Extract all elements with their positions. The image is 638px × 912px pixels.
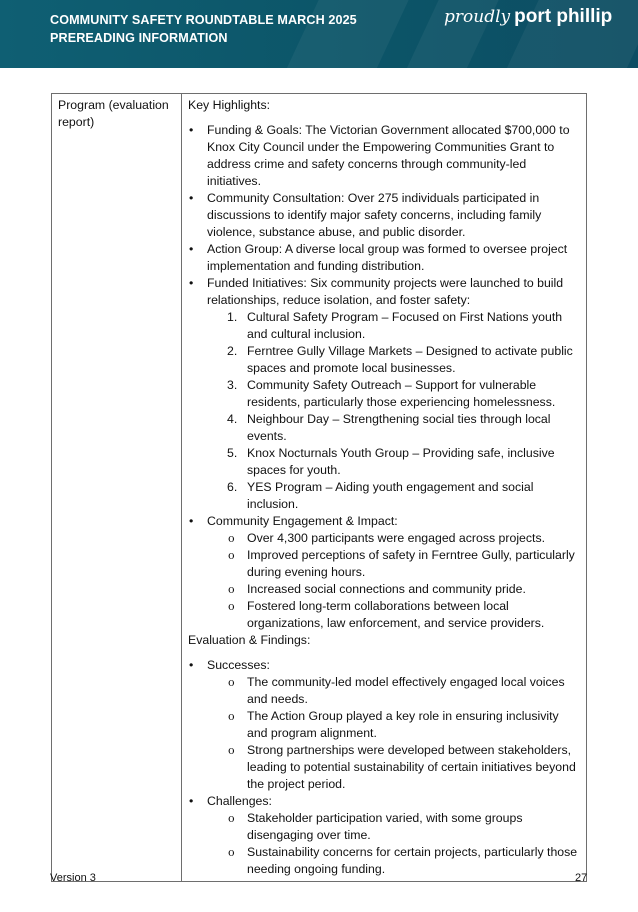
row-label-cell <box>52 94 182 882</box>
successes-list <box>207 674 580 793</box>
list-item: 1. Cultural Safety Program – Focused on First Nations youth and cultural inclusion. <box>227 310 563 341</box>
evaluation-list <box>188 657 580 878</box>
list-item: 5. Knox Nocturnals Youth Group – Providing safe, inclusive spaces for youth. <box>227 446 555 477</box>
bullet-marker: • <box>189 514 194 528</box>
page-number: 27 <box>575 872 588 884</box>
bullet-marker: • <box>189 123 194 137</box>
row-content-cell <box>182 94 587 882</box>
challenges-list <box>207 810 580 878</box>
sub-bullet-marker: o <box>228 846 235 859</box>
list-item: 4. Neighbour Day – Strengthening social ties through local events. <box>227 412 551 443</box>
list-item: • Funding & Goals: The Victorian Government allocated $700,000 to Knox City Council under the Empowering Communities Grant to address crime and safety concerns through community-led initiatives. <box>189 123 570 188</box>
list-item: o The Action Group played a key role in ensuring inclusivity and program alignment. <box>228 709 559 740</box>
bullet-marker: • <box>189 658 194 672</box>
list-item: o Sustainability concerns for certain projects, particularly those needing ongoing funding. <box>228 845 578 876</box>
highlights-list <box>188 122 580 632</box>
list-item: o Improved perceptions of safety in Ferntree Gully, particularly during evening hours. <box>228 548 575 579</box>
list-item: o Increased social connections and community pride. <box>228 582 526 596</box>
list-item: • Action Group: A diverse local group was formed to oversee project implementation and funding distribution. <box>189 242 568 273</box>
bullet-marker: • <box>189 242 194 256</box>
evaluation-heading: Evaluation & Findings: <box>188 633 311 647</box>
bullet-marker: • <box>189 794 194 808</box>
list-item: 6. YES Program – Aiding youth engagement and social inclusion. <box>227 480 534 511</box>
bullet-marker: • <box>189 191 194 205</box>
sub-bullet-marker: o <box>228 812 235 825</box>
engagement-list <box>207 530 580 632</box>
list-item: • Funded Initiatives: Six community projects were launched to build relationships, reduce isolation, and foster safety: 1. Cultural Safety Program – Focused on First Nations youth and cultural inclusion. 2. Ferntree Gully Village Markets – Designed to activate public spaces and promote local businesses. 3. Community Safety Outreach – Support for vulnerable residents, particularly those experiencing homelessness. 4. Neighbour Day – Strengthening social ties through local events. 5. Knox Nocturnals Youth Group – Providing safe, inclusive spaces for youth. 6. YES Program – Aiding youth engagement and social inclusion. <box>188 275 580 513</box>
list-item: • Successes: o The community-led model effectively engaged local voices and needs. o The Action Group played a key role in ensuring inclusivity and program alignment. o Strong partnerships were developed between stakeholders, leading to potential sustainability of certain initiatives beyond the project period. <box>188 657 580 793</box>
table-row <box>52 94 587 882</box>
list-item: o Stakeholder participation varied, with some groups disengaging over time. <box>228 811 523 842</box>
program-table <box>51 93 587 882</box>
document-title <box>50 11 357 47</box>
sub-bullet-marker: o <box>228 676 235 689</box>
sub-bullet-marker: o <box>228 600 235 613</box>
bullet-marker: • <box>189 276 194 290</box>
list-item: 2. Ferntree Gully Village Markets – Designed to activate public spaces and promote local businesses. <box>227 344 573 375</box>
sub-bullet-marker: o <box>228 583 235 596</box>
sub-bullet-marker: o <box>228 710 235 723</box>
logo-script-text: proudly <box>444 7 511 27</box>
header-banner <box>0 0 638 68</box>
sub-bullet-marker: o <box>228 532 235 545</box>
list-item: 3. Community Safety Outreach – Support for vulnerable residents, particularly those experiencing homelessness. <box>227 378 556 409</box>
title-line-2: PREREADING INFORMATION <box>50 31 228 45</box>
list-item: • Community Consultation: Over 275 individuals participated in discussions to identify major safety concerns, including family violence, substance abuse, and public disorder. <box>189 191 542 239</box>
list-item: • Challenges: o Stakeholder participation varied, with some groups disengaging over time. o Sustainability concerns for certain projects, particularly those needing ongoing funding. <box>188 793 580 878</box>
list-item: o The community-led model effectively engaged local voices and needs. <box>228 675 565 706</box>
list-item: • Community Engagement & Impact: o Over 4,300 participants were engaged across projects. o Improved perceptions of safety in Ferntree Gully, particularly during evening hours. o Increased social connections and community pride. o Fostered long-term collaborations between local organizations, law enforcement, and service providers. <box>188 513 580 632</box>
list-item: o Strong partnerships were developed between stakeholders, leading to potential sustainability of certain initiatives beyond the project period. <box>228 743 576 791</box>
logo-brand-text: port phillip <box>514 6 613 27</box>
title-line-1: COMMUNITY SAFETY ROUNDTABLE MARCH 2025 <box>50 13 357 27</box>
port-phillip-logo <box>444 6 612 28</box>
list-item: o Over 4,300 participants were engaged across projects. <box>228 531 546 545</box>
sub-bullet-marker: o <box>228 744 235 757</box>
initiatives-list <box>207 309 580 513</box>
row-label: Program (evaluation report) <box>58 98 169 129</box>
list-item: o Fostered long-term collaborations between local organizations, law enforcement, and service providers. <box>228 599 545 630</box>
sub-bullet-marker: o <box>228 549 235 562</box>
version-label: Version 3 <box>50 872 96 884</box>
key-highlights-heading: Key Highlights: <box>188 98 271 112</box>
